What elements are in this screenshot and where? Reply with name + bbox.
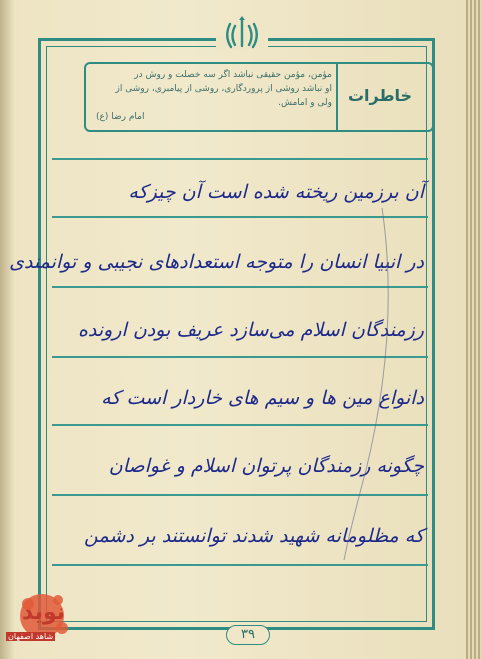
handwritten-line: آن برزمین ریخته شده است آن چیزکه xyxy=(128,181,424,203)
handwritten-line: در انبیا انسان را متوجه استعدادهای نجیبی و توانمندی xyxy=(9,251,424,273)
watermark-brand: نوید xyxy=(22,600,66,625)
page-title: خاطرات xyxy=(347,86,413,105)
ruled-line xyxy=(52,564,428,566)
emblem-icon xyxy=(222,14,262,54)
watermark-subtitle: شاهد اصفهان xyxy=(8,632,54,641)
handwritten-line: دانواع مین ها و سیم های خاردار است که xyxy=(101,387,424,409)
ruled-line xyxy=(52,424,428,426)
page-spine-shadow xyxy=(0,0,14,659)
page-number: ۳۹ xyxy=(226,625,270,645)
ruled-line xyxy=(52,356,428,358)
hadith-quote xyxy=(96,68,332,124)
handwritten-line: که مظلومانه شهید شدند توانستند بر دشمن xyxy=(84,525,424,547)
ruled-line xyxy=(52,216,428,218)
quote-source: امام رضا (ع) xyxy=(96,112,145,122)
ruled-line xyxy=(52,158,428,160)
quote-line: او نباشد روشی از پروردگاری، روشی از پیامبری، روشی از xyxy=(115,84,332,94)
page-edge-stack xyxy=(466,0,481,659)
handwritten-line: چگونه رزمندگان پرتوان اسلام و غواصان xyxy=(108,455,424,477)
header-divider xyxy=(336,64,338,130)
ruled-line xyxy=(52,286,428,288)
handwritten-line: رزمندگان اسلام می‌سازد عریف بودن ارونده xyxy=(77,319,424,341)
ruled-line xyxy=(52,494,428,496)
quote-line: مؤمن، مؤمن حقیقی نباشد اگر سه خصلت و روش در xyxy=(134,70,332,80)
quote-line: ولی و امامش. xyxy=(278,98,332,108)
